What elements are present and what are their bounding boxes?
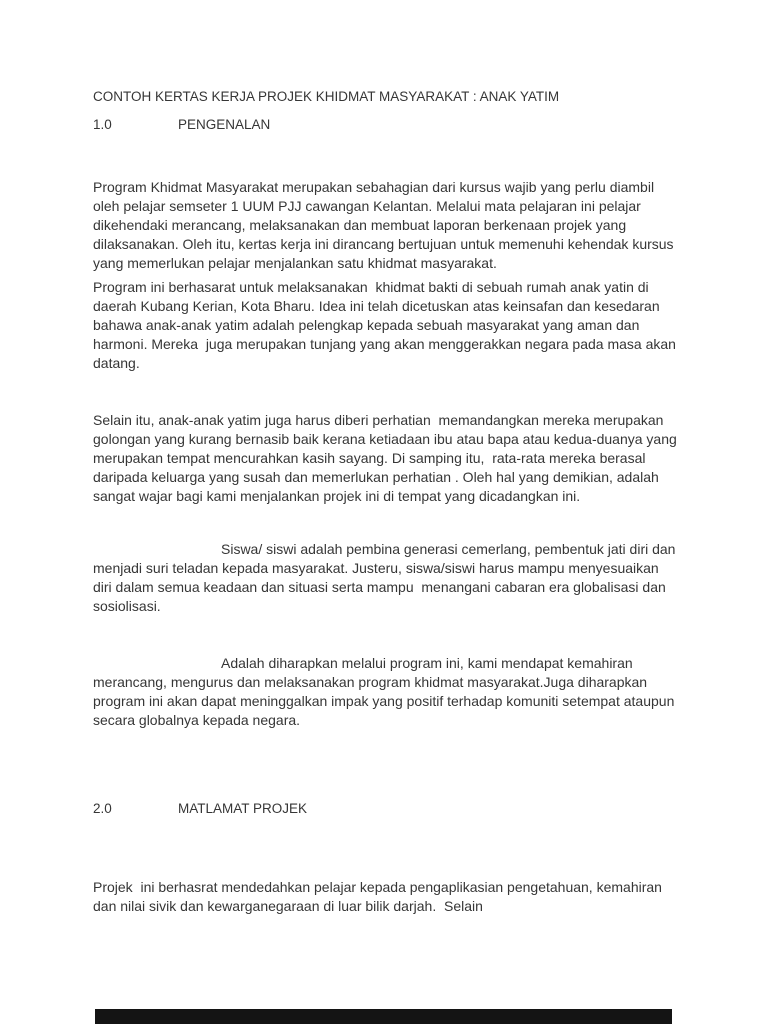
paragraph-intro-2: Program ini berhasarat untuk melaksanakan khidmat bakti di sebuah rumah anak yatin di daerah Kubang Kerian, Kota Bharu. Idea ini telah dicetuskan atas keinsafan dan kesedaran bahawa anak-anak yatim adalah pelengkap kepada sebuah masyarakat yang aman dan harmoni. Mereka juga merupakan tunjang yang akan menggerakkan negara pada masa akan datang. xyxy=(93,279,680,371)
paragraph-intro-4: Siswa/ siswi adalah pembina generasi cemerlang, pembentuk jati diri dan menjadi suri teladan kepada masyarakat. Justeru, siswa/siswi harus mampu menyesuaikan diri dalam semua keadaan dan situasi serta mampu menangani cabaran era globalisasi dan sosiolisasi. xyxy=(93,541,680,614)
section-heading-matlamat-projek xyxy=(93,799,678,818)
paragraph-intro-3: Selain itu, anak-anak yatim juga harus diberi perhatian memandangkan mereka merupakan golongan yang kurang bernasib baik kerana ketiadaan ibu atau bapa atau kedua-duanya yang merupakan tempat mencurahkan kasih sayang. Di samping itu, rata-rata mereka berasal daripada keluarga yang susah dan memerlukan perhatian . Oleh hal yang demikian, adalah sangat wajar bagi kami menjalankan projek ini di tempat yang dicadangkan ini. xyxy=(93,412,681,504)
section-number: 1.0 xyxy=(93,117,112,132)
section-label: PENGENALAN xyxy=(178,117,271,132)
paragraph-intro-1: Program Khidmat Masyarakat merupakan sebahagian dari kursus wajib yang perlu diambil oleh pelajar semseter 1 UUM PJJ cawangan Kelantan. Melalui mata pelajaran ini pelajar dikehendaki merancang, melaksanakan dan membuat laporan berkenaan projek yang dilaksanakan. Oleh itu, kertas kerja ini dirancang bertujuan untuk memenuhi kehendak kursus yang memerlukan pelajar menjalankan satu khidmat masyarakat. xyxy=(93,179,678,271)
section-heading-pengenalan xyxy=(93,115,678,134)
section-number: 2.0 xyxy=(93,801,112,816)
document-content xyxy=(93,87,681,916)
section-label: MATLAMAT PROJEK xyxy=(178,801,308,816)
paragraph-matlamat-1: Projek ini berhasrat mendedahkan pelajar kepada pengaplikasian pengetahuan, kemahiran dan nilai sivik dan kewarganegaraan di luar bilik darjah. Selain xyxy=(93,879,666,914)
paragraph-intro-5: Adalah diharapkan melalui program ini, kami mendapat kemahiran merancang, mengurus dan melaksanakan program khidmat masyarakat.Juga diharapkan program ini akan dapat meninggalkan impak yang positif terhadap komuniti setempat ataupun secara globalnya kepada negara. xyxy=(93,655,679,728)
document-title: CONTOH KERTAS KERJA PROJEK KHIDMAT MASYARAKAT : ANAK YATIM xyxy=(93,89,560,104)
next-page-dark-strip xyxy=(95,1009,672,1024)
